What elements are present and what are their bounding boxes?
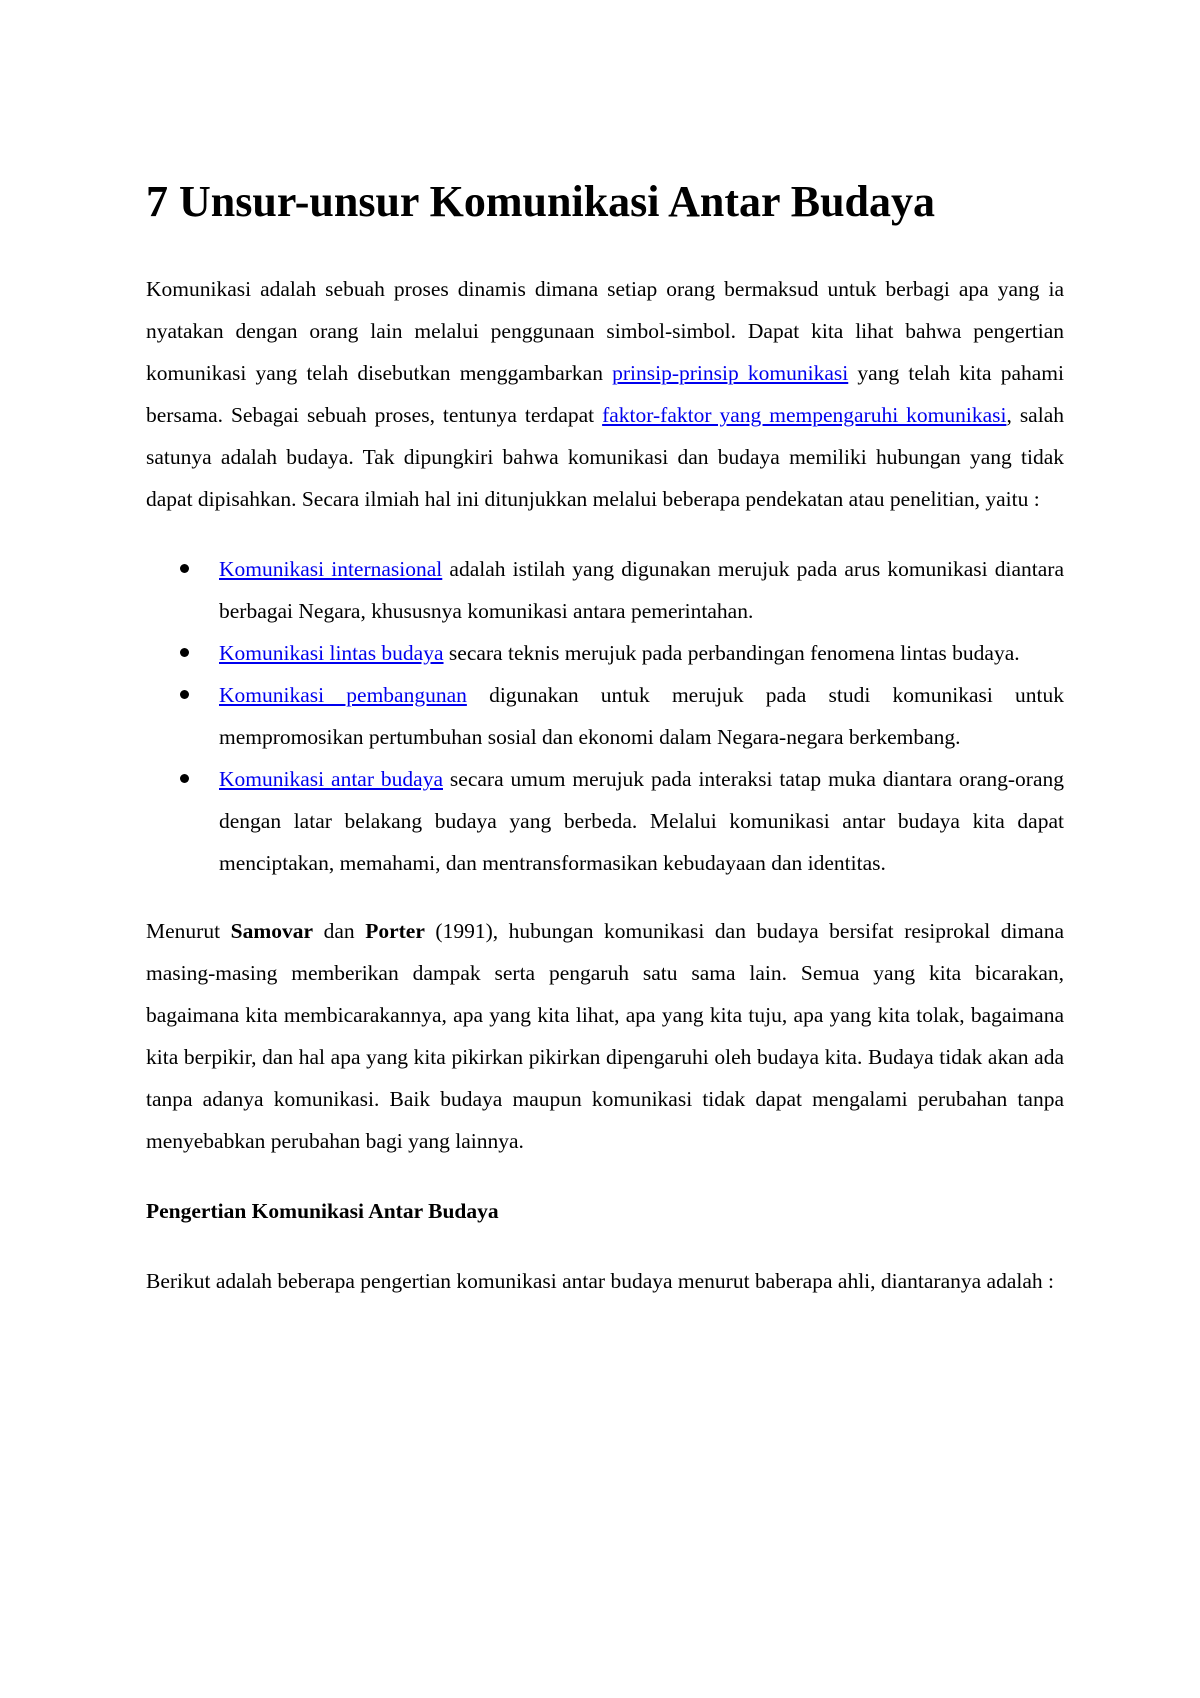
list-item: [219, 758, 1064, 884]
bullet-icon: [180, 564, 189, 573]
approach-list: [146, 548, 1064, 884]
intro-text-1: Komunikasi adalah sebuah proses dinamis dimana setiap orang bermaksud untuk berbagi apa yang ia nyatakan dengan orang lain melalui penggunaan simbol-simbol. Dapat kita lihat bahwa pengertian komunikasi yang telah disebutkan menggambarkan: [146, 277, 1064, 385]
author-porter: Porter: [365, 919, 425, 943]
link-faktor-komunikasi[interactable]: faktor-faktor yang mempengaruhi komunikasi: [602, 403, 1007, 427]
list-item-text: adalah istilah yang digunakan merujuk pada arus komunikasi diantara berbagai Negara, khususnya komunikasi antara pemerintahan.: [219, 557, 1065, 623]
intro-paragraph: [146, 268, 1064, 520]
bullet-icon: [180, 774, 189, 783]
section-heading: Pengertian Komunikasi Antar Budaya: [146, 1199, 499, 1223]
page-title: 7 Unsur-unsur Komunikasi Antar Budaya: [146, 177, 936, 226]
intro-text-2: yang telah kita pahami bersama. Sebagai sebuah proses, tentunya terdapat: [146, 361, 1064, 427]
author-samovar: Samovar: [230, 919, 314, 943]
list-item-text: secara teknis merujuk pada perbandingan fenomena lintas budaya.: [443, 641, 1020, 665]
list-item: [219, 632, 1064, 674]
samovar-text-2: dan: [313, 919, 366, 943]
link-komunikasi-internasional[interactable]: Komunikasi internasional: [219, 557, 443, 581]
list-item-text: digunakan untuk merujuk pada studi komunikasi untuk mempromosikan pertumbuhan sosial dan ekonomi dalam Negara-negara berkembang.: [219, 683, 1064, 749]
list-item-text: secara umum merujuk pada interaksi tatap muka diantara orang-orang dengan latar belakang budaya yang berbeda. Melalui komunikasi antar budaya kita dapat menciptakan, memahami, dan mentransformasikan kebudayaan dan identitas.: [219, 767, 1064, 875]
link-komunikasi-pembangunan[interactable]: Komunikasi pembangunan: [219, 683, 467, 707]
intro-text-3: , salah satunya adalah budaya. Tak dipungkiri bahwa komunikasi dan budaya memiliki hubungan yang tidak dapat dipisahkan. Secara ilmiah hal ini ditunjukkan melalui beberapa pendekatan atau penelitian, yaitu :: [146, 403, 1064, 511]
bullet-icon: [180, 690, 189, 699]
samovar-text-1: Menurut: [146, 919, 231, 943]
link-komunikasi-antar-budaya[interactable]: Komunikasi antar budaya: [219, 767, 443, 791]
list-item: [219, 674, 1064, 758]
closing-paragraph: Berikut adalah beberapa pengertian komunikasi antar budaya menurut baberapa ahli, diantaranya adalah :: [146, 1269, 1054, 1293]
samovar-porter-paragraph: [146, 910, 1064, 1162]
samovar-text-3: (1991), hubungan komunikasi dan budaya bersifat resiprokal dimana masing-masing memberikan dampak serta pengaruh satu sama lain. Semua yang kita bicarakan, bagaimana kita membicarakannya, apa yang kita lihat, apa yang kita tuju, apa yang kita tolak, bagaimana kita berpikir, dan hal apa yang kita pikirkan pikirkan dipengaruhi oleh budaya kita. Budaya tidak akan ada tanpa adanya komunikasi. Baik budaya maupun komunikasi tidak dapat mengalami perubahan tanpa menyebabkan perubahan bagi yang lainnya.: [146, 919, 1065, 1153]
link-komunikasi-lintas-budaya[interactable]: Komunikasi lintas budaya: [219, 641, 444, 665]
bullet-icon: [180, 648, 189, 657]
list-item: [219, 548, 1064, 632]
link-prinsip-komunikasi[interactable]: prinsip-prinsip komunikasi: [612, 361, 849, 385]
